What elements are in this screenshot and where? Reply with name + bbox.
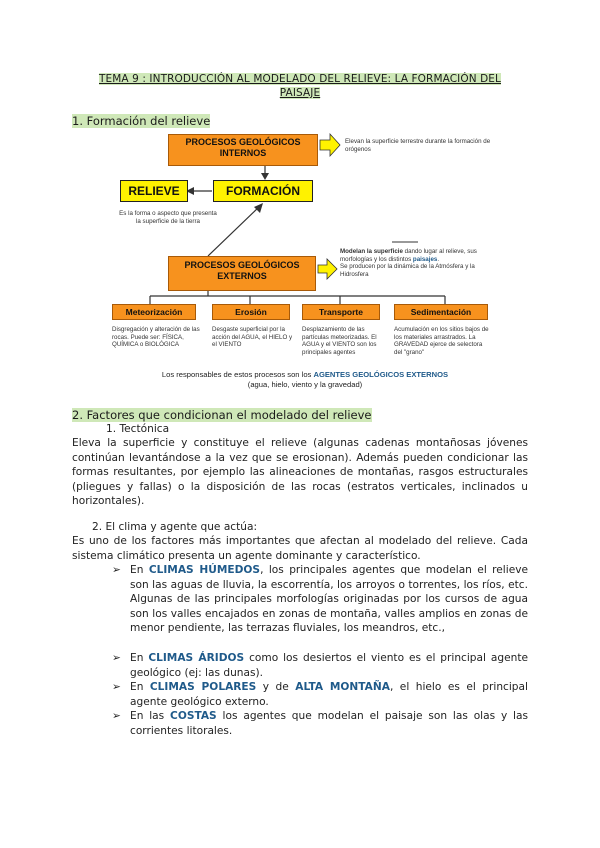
box-procesos-internos: PROCESOS GEOLÓGICOS INTERNOS — [168, 134, 318, 166]
diagram-footer: Los responsables de estos procesos son los AGENTES GEOLÓGICOS EXTERNOS (agua, hielo, viento y la gravedad) — [161, 370, 449, 389]
note-externos: Modelan la superficie dando lugar al relieve, sus morfologías y los distintos paisajes. Se producen por la dinámica de la Atmósfera y la Hidrosfera — [340, 248, 477, 278]
title-line-2: PAISAJE — [279, 87, 321, 99]
list-item-climas-humedos: ➢ En CLIMAS HÚMEDOS, los principales agentes que modelan el relieve son las aguas de lluvia, la escorrentía, los arroyos o torrentes, los ríos, etc. Algunas de las principales morfologías originadas por los cursos de agua son los valles encajados en zonas de montaña, valles amplios en zonas de menor pendiente, las terrazas fluviales, los meandros, etc., — [112, 564, 528, 635]
page-title — [78, 72, 522, 100]
bullet-arrow-icon: ➢ — [112, 681, 121, 693]
box-procesos-externos: PROCESOS GEOLÓGICOS EXTERNOS — [168, 256, 316, 291]
paragraph-clima: Es uno de los factores más importantes que afectan al modelado del relieve. Cada sistema climático presenta un agente dominante y característico. — [72, 535, 528, 562]
relief-formation-diagram — [100, 128, 500, 396]
title-line-1: TEMA 9 : INTRODUCCIÓN AL MODELADO DEL RELIEVE: LA FORMACIÓN DEL — [99, 73, 501, 85]
section-2-heading: 2. Factores que condicionan el modelado del relieve — [72, 408, 372, 422]
list-item-costas: ➢ En las COSTAS los agentes que modelan el paisaje son las olas y las corrientes litorales. — [112, 710, 529, 737]
bullet-arrow-icon: ➢ — [112, 564, 121, 576]
box-erosion: Erosión — [212, 304, 290, 320]
list-item-climas-aridos: ➢ En CLIMAS ÁRIDOS como los desiertos el viento es el principal agente geológico (ej: las dunas). — [112, 652, 528, 679]
bullet-arrow-icon: ➢ — [112, 710, 121, 722]
yellow-arrow-internos — [320, 134, 340, 156]
box-meteorizacion: Meteorización — [112, 304, 196, 320]
paragraph-tectonica: Eleva la superficie y constituye el relieve (algunas cadenas montañosas jóvenes continúan levantándose a la vez que se erosionan). Además pueden condicionar las formas resultantes, por ejemplo las alineaciones de montañas, rasgos estructurales (pliegues y fallas) o la disposición de las rocas (estratos verticales, inclinados u horizontales). — [72, 437, 528, 508]
bullet-arrow-icon: ➢ — [112, 652, 121, 664]
note-internos: Elevan la superficie terrestre durante la formación de orógenos — [345, 138, 491, 153]
note-relieve: Es la forma o aspecto que presenta la superficie de la tierra — [119, 210, 217, 225]
box-sedimentacion: Sedimentación — [394, 304, 488, 320]
list-item-climas-polares: ➢ En CLIMAS POLARES y de ALTA MONTAÑA, el hielo es el principal agente geológico externo. — [112, 681, 528, 708]
desc-sedimentacion: Acumulación en los sitios bajos de los materiales arrastrados. La GRAVEDAD ejerce de selectora del "grano" — [394, 326, 489, 356]
yellow-arrow-externos — [318, 259, 337, 279]
box-transporte: Transporte — [302, 304, 380, 320]
desc-transporte: Desplazamiento de las partículas meteorizadas. El AGUA y el VIENTO son los principales agentes — [302, 326, 377, 356]
box-formacion: FORMACIÓN — [213, 180, 313, 202]
subheading-clima: 2. El clima y agente que actúa: — [92, 521, 258, 533]
section-1-heading: 1. Formación del relieve — [72, 114, 211, 128]
desc-erosion: Desgaste superficial por la acción del AGUA, el HIELO y el VIENTO — [212, 326, 293, 349]
subheading-tectonica: 1. Tectónica — [106, 423, 170, 435]
desc-meteorizacion: Disgregación y alteración de las rocas. Puede ser: FÍSICA, QUÍMICA o BIOLÓGICA — [112, 326, 200, 349]
box-relieve: RELIEVE — [120, 180, 188, 202]
